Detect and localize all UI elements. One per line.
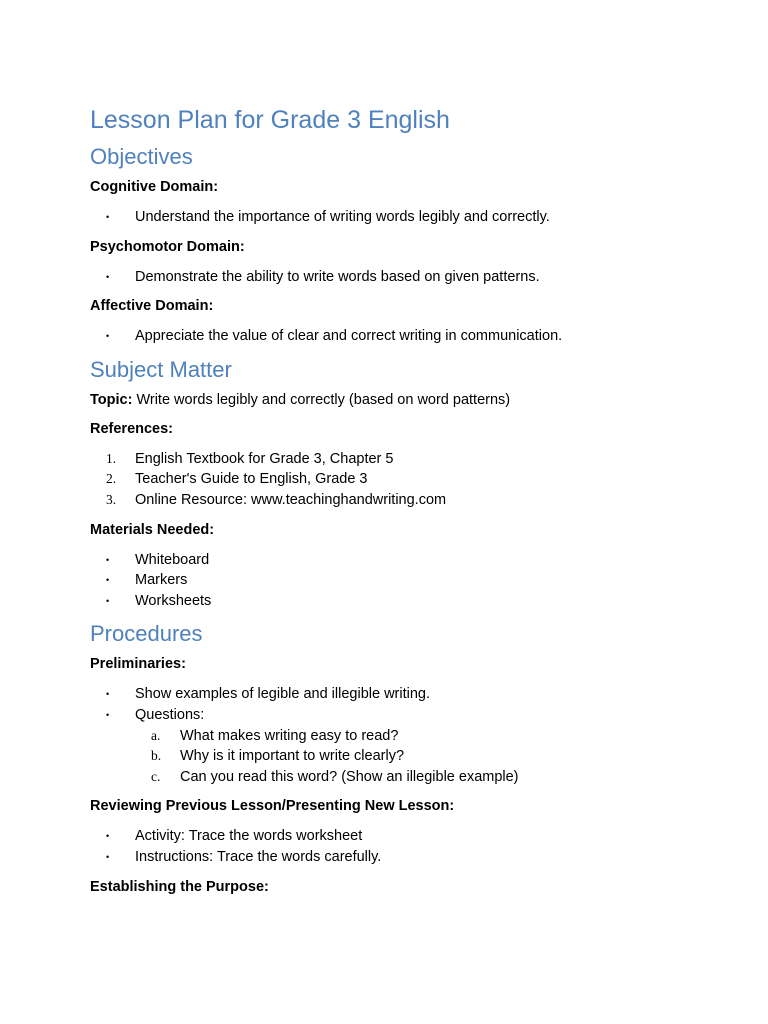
materials-label: Materials Needed: — [90, 521, 215, 538]
list-item: • Activity: Trace the words worksheet — [90, 826, 730, 847]
list-item: • Markers — [90, 570, 730, 591]
objectives-heading: Objectives — [90, 144, 193, 169]
list-letter: c. — [151, 768, 161, 784]
list-item: a. What makes writing easy to read? — [135, 726, 730, 747]
list-letter: a. — [151, 727, 161, 743]
list-number: 2. — [106, 471, 117, 487]
questions-list — [135, 726, 730, 788]
list-item: • Understand the importance of writing words legibly and correctly. — [90, 207, 730, 228]
topic-label: Topic: — [90, 391, 133, 408]
list-item: • Instructions: Trace the words carefully. — [90, 847, 730, 868]
cognitive-domain-list — [90, 207, 730, 228]
establishing-purpose-label: Establishing the Purpose: — [90, 878, 269, 895]
list-item: • Worksheets — [90, 591, 730, 612]
preliminaries-list — [90, 684, 730, 787]
reviewing-label: Reviewing Previous Lesson/Presenting New Lesson: — [90, 798, 455, 815]
document-title: Lesson Plan for Grade 3 English — [90, 106, 450, 134]
list-number: 3. — [106, 491, 117, 507]
list-item: 1. English Textbook for Grade 3, Chapter 5 — [90, 449, 730, 470]
list-item: • Demonstrate the ability to write words based on given patterns. — [90, 267, 730, 288]
cognitive-domain-label: Cognitive Domain: — [90, 179, 219, 195]
preliminaries-label: Preliminaries: — [90, 656, 186, 673]
topic-text: Write words legibly and correctly (based on word patterns) — [132, 391, 511, 408]
questions-label: Questions: — [135, 706, 205, 723]
list-item: b. Why is it important to write clearly? — [135, 746, 730, 767]
list-number: 1. — [106, 450, 117, 466]
subject-matter-heading: Subject Matter — [90, 356, 232, 382]
list-letter: b. — [151, 748, 162, 764]
list-item: 2. Teacher's Guide to English, Grade 3 — [90, 469, 730, 490]
list-item: c. Can you read this word? (Show an illegible example) — [135, 767, 730, 788]
references-list — [90, 449, 730, 511]
psychomotor-domain-label: Psychomotor Domain: — [90, 238, 245, 255]
list-item: 3. Online Resource: www.teachinghandwriting.com — [90, 490, 730, 511]
list-item: • Appreciate the value of clear and correct writing in communication. — [90, 326, 730, 347]
procedures-heading: Procedures — [90, 621, 203, 647]
list-item: • Whiteboard — [90, 550, 730, 571]
references-label: References: — [90, 420, 174, 437]
psychomotor-domain-list — [90, 267, 730, 288]
document-page — [90, 103, 730, 907]
list-item: • Show examples of legible and illegible writing. — [90, 684, 730, 705]
materials-list — [90, 550, 730, 612]
affective-domain-list — [90, 326, 730, 347]
topic-line — [90, 391, 730, 410]
list-item — [90, 705, 730, 787]
reviewing-list — [90, 826, 730, 867]
affective-domain-label: Affective Domain: — [90, 298, 214, 315]
